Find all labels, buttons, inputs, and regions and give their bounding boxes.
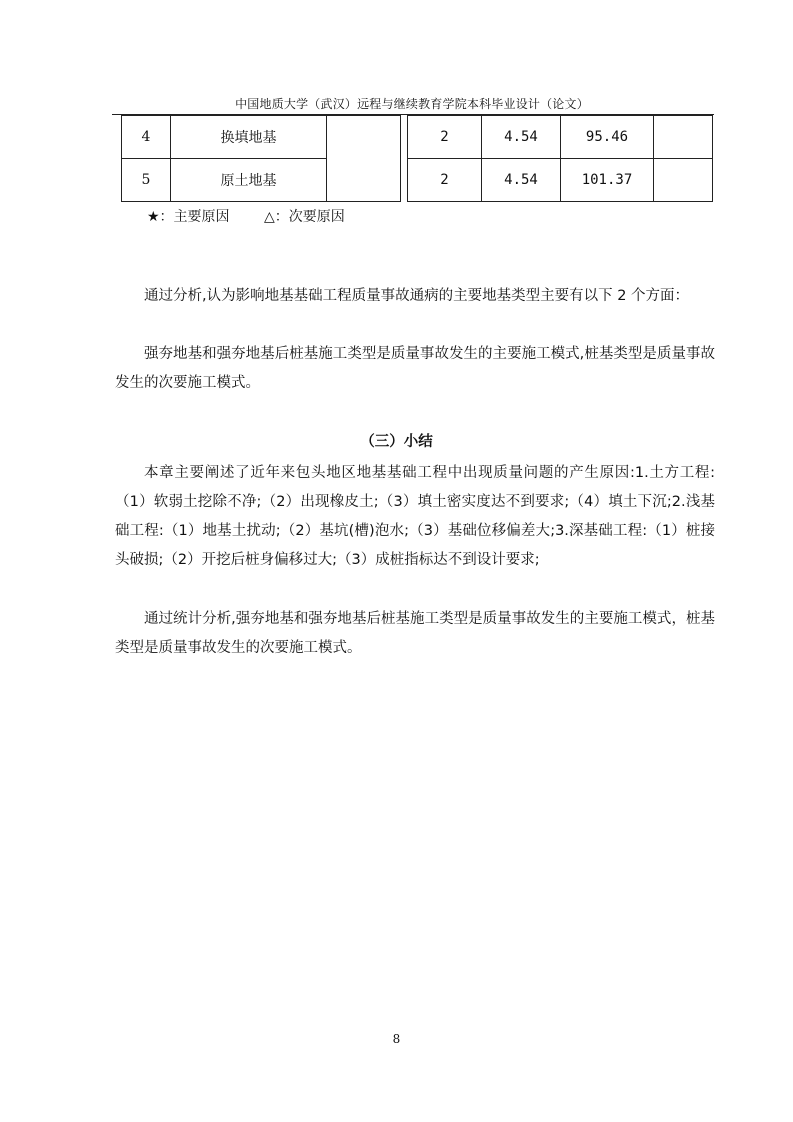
cell-name: 换填地基 [171, 116, 327, 159]
cell-percent: 4.54 [482, 159, 561, 202]
cell-note [654, 116, 713, 159]
cell-mark [327, 116, 401, 202]
legend-secondary: △：次要原因 [264, 209, 345, 225]
cell-percent: 4.54 [482, 116, 561, 159]
paragraph-statistics: 通过统计分析,强夯地基和强夯地基后桩基施工类型是质量事故发生的主要施工模式，桩基类型是质量事故发生的次要施工模式。 [115, 611, 715, 656]
paragraph-analysis: 通过分析,认为影响地基基础工程质量事故通病的主要地基类型主要有以下 2 个方面： [144, 288, 690, 304]
cell-gap [401, 116, 408, 202]
table-row [122, 159, 713, 202]
cell-no: 5 [122, 159, 171, 202]
table-row [122, 116, 713, 159]
cell-value: 95.46 [561, 116, 654, 159]
cell-count: 2 [408, 116, 482, 159]
cell-note [654, 159, 713, 202]
legend-primary: ★：主要原因 [147, 209, 230, 225]
cell-no: 4 [122, 116, 171, 159]
paragraph-summary: 本章主要阐述了近年来包头地区地基基础工程中出现质量问题的产生原因:1.土方工程:（1）软弱土挖除不净;（2）出现橡皮土;（3）填土密实度达不到要求;（4）填土下沉;2.浅基础工程:（1）地基土扰动;（2）基坑(槽)泡水;（3）基础位移偏差大;3.深基础工程:（1）桩接头破损;（2）开挖后桩身偏移过大;（3）成桩指标达不到设计要求; [115, 465, 715, 568]
paragraph-conclusion-types: 强夯地基和强夯地基后桩基施工类型是质量事故发生的主要施工模式,桩基类型是质量事故发生的次要施工模式。 [115, 346, 715, 391]
statistics-table [121, 115, 713, 202]
cell-count: 2 [408, 159, 482, 202]
cell-value: 101.37 [561, 159, 654, 202]
page-header: 中国地质大学（武汉）远程与继续教育学院本科毕业设计（论文） [235, 97, 589, 111]
table-legend [147, 206, 375, 226]
cell-name: 原土地基 [171, 159, 327, 202]
page-number: 8 [392, 1032, 401, 1046]
section-title: （三）小结 [360, 434, 433, 450]
